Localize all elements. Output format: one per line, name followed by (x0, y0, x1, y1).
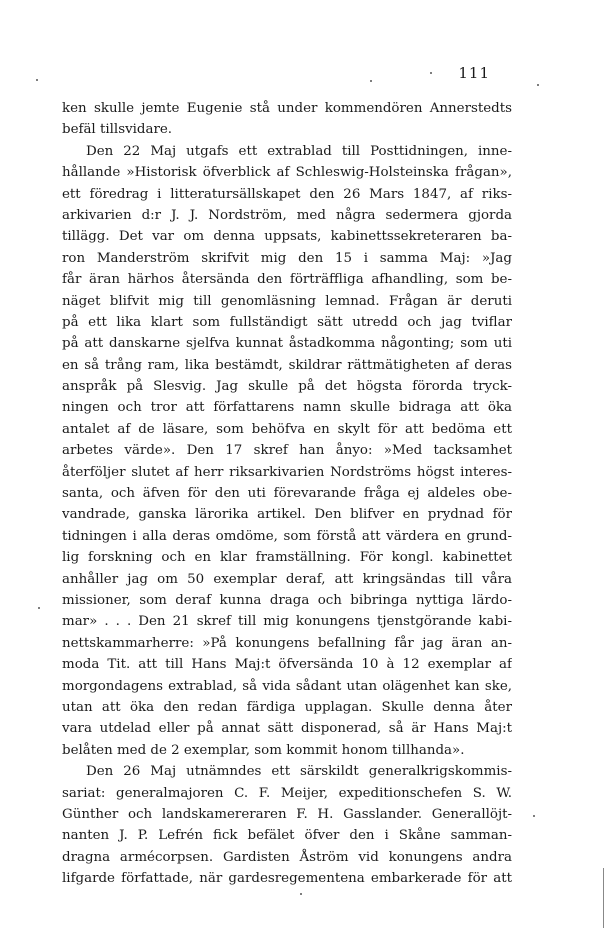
text-line: på att danskarne sjelfva kunnat åstadkomma någonting; som uti (62, 336, 512, 352)
text-line: ett föredrag i litteratursällskapet den 26 Mars 1847, af riks- (62, 186, 512, 202)
text-line: återföljer slutet af herr riksarkivarien Nordströms högst interes- (62, 464, 512, 480)
speck-mark (370, 80, 372, 82)
text-line: morgondagens extrablad, så vida sådant utan olägenhet kan ske, (62, 678, 512, 694)
text-line: lifgarde författade, när gardesregementena embarkerade för att (62, 871, 512, 887)
speck-mark (38, 607, 40, 609)
text-line: vara utdelad eller på annat sätt disponerad, så är Hans Maj:t (62, 721, 512, 737)
text-line: vandrade, ganska lärorika artikel. Den blifver en prydnad för (62, 507, 512, 523)
text-line: näget blifvit mig till genomläsning lemnad. Frågan är deruti (62, 293, 512, 309)
body-text (62, 98, 512, 889)
text-line: anhåller jag om 50 exemplar deraf, att kringsändas till våra (62, 571, 512, 587)
text-line: Den 26 Maj utnämndes ett särskildt generalkrigskommis- (86, 764, 512, 780)
text-line: arbetes värde». Den 17 skref han ånyo: »Med tacksamhet (62, 443, 512, 459)
text-line: utan att öka den redan färdiga upplagan. Skulle denna åter (62, 699, 512, 715)
text-line: mar» . . . Den 21 skref till mig konungens tjenstgörande kabi- (62, 614, 512, 630)
text-line: belåten med de 2 exemplar, som kommit honom tillhanda». (62, 742, 465, 758)
speck-mark (537, 84, 539, 86)
paragraph-3 (62, 761, 512, 889)
text-line: tidningen i alla deras omdöme, som förstå att värdera en grund- (62, 528, 512, 544)
text-line: nanten J. P. Lefrén fick befälet öfver den i Skåne samman- (62, 828, 512, 844)
text-line: arkivarien d:r J. J. Nordström, med några sedermera gjorda (62, 207, 512, 223)
page-number: 111 (458, 64, 490, 82)
text-line: på ett lika klart som fullständigt sätt utredd och jag tviflar (62, 314, 512, 330)
text-line: dragna arméc‌orpsen. Gardisten Åström vid konungens andra (62, 849, 512, 865)
speck-mark (533, 815, 535, 817)
text-line: Den 22 Maj utgafs ett extrablad till Posttidningen, inne- (86, 143, 512, 159)
text-line: Günther och landskamereraren F. H. Gasslander. Generallöjt- (62, 806, 512, 822)
text-line: moda Tit. att till Hans Maj:t öfversända 10 à 12 exemplar af (62, 657, 512, 673)
text-line: befäl tillsvidare. (62, 122, 173, 138)
paragraph-2 (62, 141, 512, 761)
text-line: sariat: generalmajoren C. F. Meijer, expeditionschefen S. W. (62, 785, 512, 801)
text-line: ron Manderström skrifvit mig den 15 i samma Maj: »Jag (62, 250, 512, 266)
text-line: en så trång ram, lika bestämdt, skildrar rättmätigheten af deras (62, 357, 512, 373)
speck-mark (36, 79, 38, 81)
text-line: lig forskning och en klar framställning. För kongl. kabinettet (62, 550, 512, 566)
page-edge-line (603, 868, 604, 928)
text-line: antalet af de läsare, som behöfva en skylt för att bedöma ett (62, 421, 512, 437)
text-line: ken skulle jemte Eugenie stå under kommendören Annerstedts (62, 101, 512, 116)
paragraph-1 (62, 98, 512, 141)
speck-mark (300, 893, 302, 895)
text-line: missioner, som deraf kunna draga och bibringa nyttiga lärdo- (62, 592, 512, 608)
text-line: får äran härhos återsända den förträffliga afhandling, som be- (62, 272, 512, 288)
text-line: nettskammarherre: »På konungens befallning får jag äran an- (62, 635, 512, 651)
text-line: ningen och tror att författarens namn skulle bidraga att öka (62, 400, 512, 416)
text-line: tillägg. Det var om denna uppsats, kabinettssekreteraren ba- (62, 229, 512, 245)
text-line: anspråk på Slesvig. Jag skulle på det högsta förorda tryck- (62, 379, 512, 395)
text-line: santa, och äfven för den uti förevarande fråga ej aldeles obe- (62, 486, 512, 502)
text-line: hållande »Historisk öfverblick af Schleswig-Holsteinska frågan», (62, 165, 512, 181)
speck-mark (430, 72, 432, 74)
